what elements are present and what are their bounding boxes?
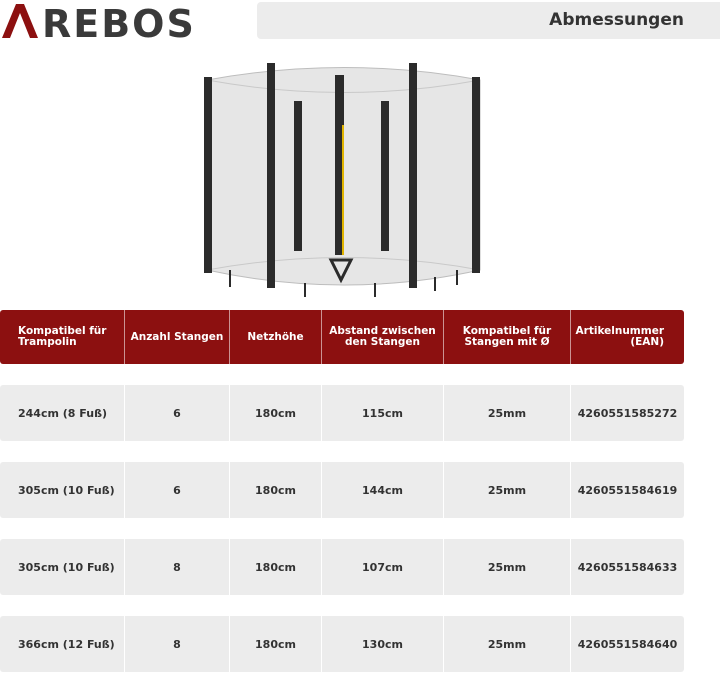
cell-stangen-durchmesser: 25mm [444,616,571,672]
cell-ean: 4260551584640 [577,637,678,651]
cell-anzahl-stangen: 6 [125,385,230,441]
cell-anzahl-stangen: 6 [125,462,230,518]
cell-netzhoehe: 180cm [230,616,322,672]
table-row [0,616,684,672]
cell-anzahl-stangen: 8 [125,616,230,672]
column-header-stangen-durchmesser: Kompatibel für Stangen mit Ø [444,310,571,364]
arebos-logo-graphic [0,0,230,40]
cell-anzahl-stangen: 8 [125,539,230,595]
cell-ean: 4260551585272 [577,406,678,420]
cell-trampolin: 244cm (8 Fuß) [0,385,125,441]
column-header-abstand: Abstand zwischen den Stangen [322,310,444,364]
cell-ean: 4260551584633 [577,560,678,574]
column-header-anzahl-stangen: Anzahl Stangen [125,310,230,364]
cell-netzhoehe: 180cm [230,539,322,595]
cell-stangen-durchmesser: 25mm [444,539,571,595]
cell-stangen-durchmesser: 25mm [444,385,571,441]
cell-ean: 4260551584619 [577,483,678,497]
table-row [0,385,684,441]
cell-abstand: 144cm [322,462,444,518]
section-title: Abmessungen [549,10,684,30]
cell-abstand: 130cm [322,616,444,672]
table-row [0,462,684,518]
svg-text:REBOS: REBOS [42,2,196,40]
cell-netzhoehe: 180cm [230,462,322,518]
section-title-bar [257,2,720,39]
cell-abstand: 115cm [322,385,444,441]
cell-trampolin: 305cm (10 Fuß) [0,539,125,595]
table-row [0,539,684,595]
cell-trampolin: 366cm (12 Fuß) [0,616,125,672]
cell-trampolin: 305cm (10 Fuß) [0,462,125,518]
table-header [0,310,684,364]
cell-stangen-durchmesser: 25mm [444,462,571,518]
column-header-trampolin: Kompatibel für Trampolin [0,310,125,364]
cell-abstand: 107cm [322,539,444,595]
safety-net-product-image [195,55,490,300]
brand-logo [0,0,230,40]
cell-netzhoehe: 180cm [230,385,322,441]
column-header-netzhoehe: Netzhöhe [230,310,322,364]
column-header-ean: Artikelnummer (EAN) [575,325,664,348]
